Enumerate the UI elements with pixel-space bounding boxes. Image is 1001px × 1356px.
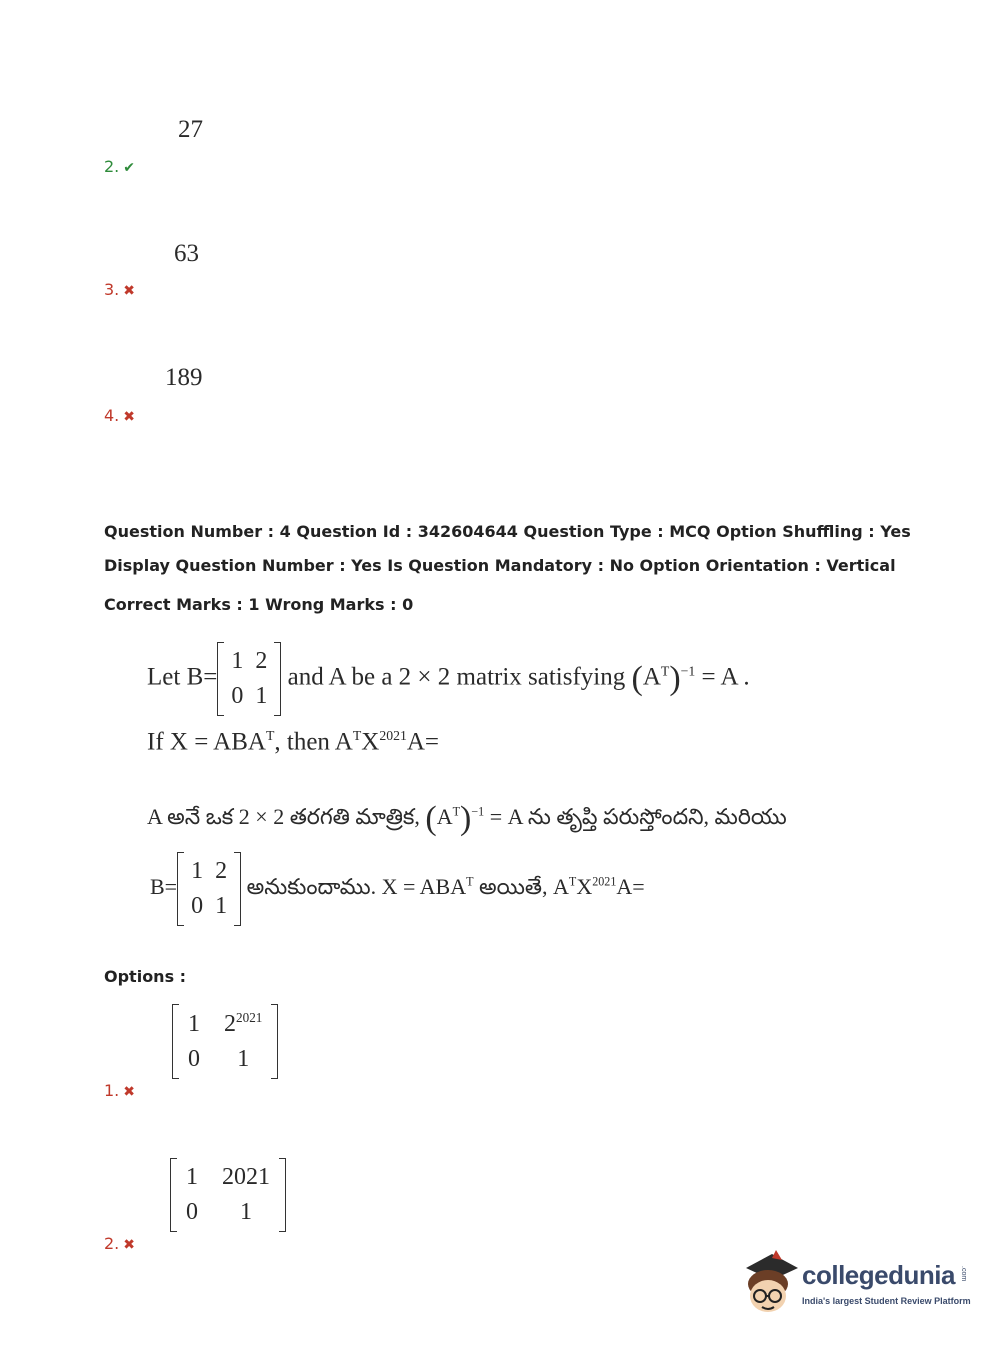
superscript: T [265, 728, 275, 743]
cross-icon: ✖ [123, 1084, 135, 1100]
matrix-cell: 1 [215, 893, 228, 919]
matrix-cell [206, 1006, 268, 1042]
question-text: B= [150, 874, 178, 900]
option-label [104, 406, 135, 425]
superscript: 2021 [236, 1010, 263, 1025]
question-text: and A be a 2 × 2 matrix satisfying [287, 663, 626, 691]
matrix-cell-base: 2 [224, 1011, 236, 1037]
logo-com: .com [960, 1266, 967, 1282]
cross-icon: ✖ [123, 409, 135, 425]
option-number: 4. [104, 406, 120, 425]
matrix-b [217, 642, 281, 716]
question-english-line-2 [147, 728, 439, 756]
question-text: A= [616, 874, 645, 900]
matrix-cell: 0 [191, 893, 204, 919]
matrix-b [177, 852, 241, 926]
question-text: A [436, 804, 453, 830]
option-number: 1. [104, 1081, 120, 1100]
question-meta-line-2: Display Question Number : Yes Is Question Mandatory : No Option Orientation : Vertical [104, 556, 896, 575]
question-text: = A ను తృప్తి పరుస్తోందని, మరియు [489, 804, 787, 830]
option-number: 2. [104, 157, 120, 176]
option-label [104, 1234, 135, 1253]
option-number: 3. [104, 280, 120, 299]
question-telugu-line-1: A అనే ఒక 2 × 2 తరగతి మాత్రిక, $(A^T)^{-1} = A$ ను తృప్తి పరుస్తోందని, మరియు [147, 800, 787, 837]
question-text: అయితే, A [479, 874, 569, 900]
option-label [104, 280, 135, 299]
question-english-line-1: Let B= 1 2 0 1 and A be a 2 × 2 matrix satisfying $(A^T)^{-1} = A$ . [147, 642, 750, 716]
question-text: A అనే ఒక 2 × 2 తరగతి మాత్రిక, [147, 804, 420, 830]
matrix-cell: 2021 [222, 1164, 270, 1190]
question-text: A [642, 663, 661, 691]
question-meta-line-1: Question Number : 4 Question Id : 342604644 Question Type : MCQ Option Shuffling : Yes [104, 522, 911, 541]
superscript: −1 [680, 663, 696, 679]
option-label [104, 157, 135, 176]
question-text: X [576, 874, 593, 900]
superscript: −1 [471, 804, 485, 819]
superscript: T [352, 728, 362, 743]
matrix-cell: 1 [188, 1010, 200, 1037]
question-text: , then A [274, 728, 353, 756]
matrix-cell: 2 [255, 648, 268, 674]
matrix-cell: 1 [191, 858, 204, 884]
cross-icon: ✖ [123, 283, 135, 299]
superscript: T [452, 804, 461, 819]
superscript: T [660, 663, 670, 679]
question-telugu-line-2 [150, 852, 645, 926]
superscript: 2021 [592, 874, 617, 889]
matrix-cell: 1 [231, 648, 244, 674]
options-heading: Options : [104, 967, 187, 986]
matrix-cell: 0 [186, 1199, 198, 1225]
check-icon: ✔ [123, 160, 135, 176]
collegedunia-logo [742, 1250, 972, 1320]
option-value: 189 [165, 364, 203, 391]
mascot-icon [742, 1250, 800, 1318]
matrix-cell: 1 [255, 683, 268, 709]
option-value: 63 [174, 240, 199, 267]
superscript: T [568, 874, 577, 889]
logo-name: collegedunia [802, 1260, 955, 1290]
question-text: X [361, 728, 380, 756]
matrix-cell: 1 [186, 1164, 198, 1190]
option-1-matrix [172, 1004, 278, 1079]
question-text: = A . [701, 663, 750, 691]
cross-icon: ✖ [123, 1237, 135, 1253]
matrix-cell: 0 [231, 683, 244, 709]
question-text: అనుకుందాము. X = ABA [246, 874, 467, 900]
question-text: If X = ABA [147, 728, 266, 756]
option-label [104, 1081, 135, 1100]
matrix-cell: 1 [240, 1199, 252, 1225]
option-value: 27 [178, 116, 203, 143]
option-number: 2. [104, 1234, 120, 1253]
question-text: A= [406, 728, 439, 756]
matrix-cell: 0 [188, 1046, 200, 1072]
option-2-matrix [170, 1158, 286, 1232]
matrix-cell: 1 [237, 1046, 250, 1072]
superscript: 2021 [379, 728, 407, 743]
superscript: T [466, 874, 474, 889]
logo-tagline: India's largest Student Review Platform [802, 1296, 971, 1306]
question-text: Let B= [147, 663, 218, 691]
matrix-cell: 2 [215, 858, 228, 884]
question-meta-line-3: Correct Marks : 1 Wrong Marks : 0 [104, 595, 414, 614]
